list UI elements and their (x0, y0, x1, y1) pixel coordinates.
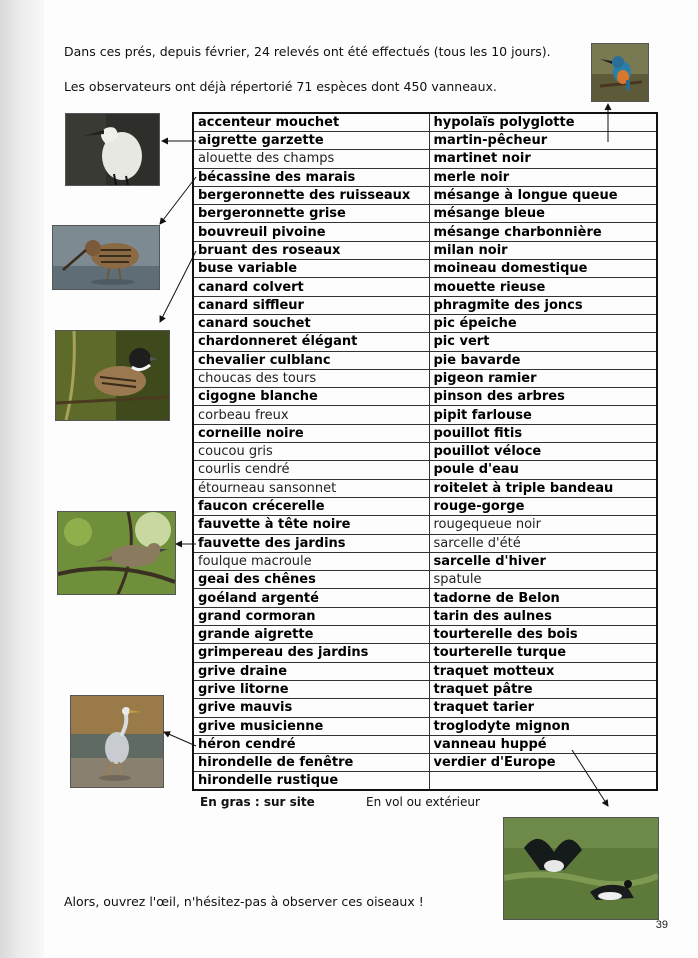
species-cell-right: tadorne de Belon (429, 589, 657, 607)
legend-bold-on-site: En gras : sur site (200, 795, 315, 809)
kingfisher-photo (591, 43, 649, 102)
species-table-body (193, 113, 657, 790)
species-cell-left: buse variable (193, 260, 429, 278)
species-cell-left: chardonneret élégant (193, 333, 429, 351)
page-binding-shadow (0, 0, 44, 958)
species-cell-right: troglodyte mignon (429, 717, 657, 735)
species-cell-right: martin-pêcheur (429, 132, 657, 150)
species-row (193, 223, 657, 241)
species-row (193, 607, 657, 625)
species-row (193, 589, 657, 607)
species-cell-right: tourterelle turque (429, 644, 657, 662)
species-cell-right: pouillot véloce (429, 443, 657, 461)
grey-heron-image (71, 696, 163, 787)
species-row (193, 534, 657, 552)
pointer-bunting (160, 251, 196, 322)
snipe-image (53, 226, 159, 289)
species-cell-left: bécassine des marais (193, 168, 429, 186)
species-row (193, 571, 657, 589)
intro-line-1: Dans ces prés, depuis février, 24 relevés ont été effectués (tous les 10 jours). (64, 44, 551, 59)
species-row (193, 241, 657, 259)
species-row (193, 351, 657, 369)
pointer-snipe (160, 177, 196, 224)
species-cell-right (429, 772, 657, 791)
garden-warbler-image (58, 512, 175, 594)
species-row (193, 662, 657, 680)
species-row (193, 424, 657, 442)
species-cell-left: alouette des champs (193, 150, 429, 168)
species-cell-left: grive mauvis (193, 699, 429, 717)
species-cell-left: courlis cendré (193, 461, 429, 479)
page-number: 39 (655, 919, 668, 931)
species-cell-left: grande aigrette (193, 626, 429, 644)
species-cell-left: canard colvert (193, 278, 429, 296)
species-cell-left: fauvette des jardins (193, 534, 429, 552)
species-cell-right: milan noir (429, 241, 657, 259)
species-cell-right: spatule (429, 571, 657, 589)
species-cell-left: grimpereau des jardins (193, 644, 429, 662)
kingfisher-image (592, 44, 648, 101)
garden-warbler-photo (57, 511, 176, 595)
species-row (193, 552, 657, 570)
species-cell-right: sarcelle d'été (429, 534, 657, 552)
species-row (193, 186, 657, 204)
legend-in-flight: En vol ou extérieur (366, 795, 480, 809)
species-cell-right: traquet tarier (429, 699, 657, 717)
species-cell-left: cigogne blanche (193, 388, 429, 406)
species-row (193, 735, 657, 753)
species-cell-left: fauvette à tête noire (193, 516, 429, 534)
species-row (193, 132, 657, 150)
egret-photo (65, 113, 160, 186)
species-row (193, 314, 657, 332)
species-cell-right: mésange à longue queue (429, 186, 657, 204)
species-row (193, 205, 657, 223)
species-cell-left: héron cendré (193, 735, 429, 753)
species-cell-right: traquet motteux (429, 662, 657, 680)
species-cell-left: canard souchet (193, 314, 429, 332)
species-cell-right: vanneau huppé (429, 735, 657, 753)
intro-line-2: Les observateurs ont déjà répertorié 71 espèces dont 450 vanneaux. (64, 79, 497, 94)
species-row (193, 296, 657, 314)
species-cell-right: sarcelle d'hiver (429, 552, 657, 570)
species-row (193, 260, 657, 278)
species-cell-right: hypolaïs polyglotte (429, 113, 657, 132)
grey-heron-photo (70, 695, 164, 788)
species-row (193, 278, 657, 296)
species-cell-right: pigeon ramier (429, 369, 657, 387)
species-row (193, 497, 657, 515)
species-row (193, 369, 657, 387)
species-row (193, 461, 657, 479)
species-cell-left: aigrette garzette (193, 132, 429, 150)
species-cell-right: tarin des aulnes (429, 607, 657, 625)
species-row (193, 754, 657, 772)
species-cell-right: rougequeue noir (429, 516, 657, 534)
egret-image (66, 114, 159, 185)
snipe-photo (52, 225, 160, 290)
species-row (193, 443, 657, 461)
species-row (193, 388, 657, 406)
species-cell-right: mésange bleue (429, 205, 657, 223)
species-cell-right: martinet noir (429, 150, 657, 168)
species-cell-left: grand cormoran (193, 607, 429, 625)
species-cell-left: bruant des roseaux (193, 241, 429, 259)
species-cell-right: verdier d'Europe (429, 754, 657, 772)
species-cell-left: chevalier culblanc (193, 351, 429, 369)
lapwing-photo (503, 817, 659, 920)
closing-sentence: Alors, ouvrez l'œil, n'hésitez-pas à observer ces oiseaux ! (64, 894, 424, 909)
species-cell-left: corneille noire (193, 424, 429, 442)
species-row (193, 168, 657, 186)
species-row (193, 717, 657, 735)
species-cell-left: corbeau freux (193, 406, 429, 424)
species-row (193, 479, 657, 497)
species-cell-left: bergeronnette des ruisseaux (193, 186, 429, 204)
species-cell-left: foulque macroule (193, 552, 429, 570)
species-cell-left: hirondelle de fenêtre (193, 754, 429, 772)
species-cell-right: pic épeiche (429, 314, 657, 332)
species-cell-left: choucas des tours (193, 369, 429, 387)
species-row (193, 333, 657, 351)
species-cell-right: pinson des arbres (429, 388, 657, 406)
species-cell-left: coucou gris (193, 443, 429, 461)
species-cell-right: pouillot fitis (429, 424, 657, 442)
species-cell-left: geai des chênes (193, 571, 429, 589)
reed-bunting-image (56, 331, 169, 420)
species-cell-left: grive draine (193, 662, 429, 680)
species-cell-right: pic vert (429, 333, 657, 351)
species-cell-right: pie bavarde (429, 351, 657, 369)
species-cell-right: rouge-gorge (429, 497, 657, 515)
species-row (193, 516, 657, 534)
species-cell-left: canard siffleur (193, 296, 429, 314)
species-row (193, 772, 657, 791)
species-cell-left: accenteur mouchet (193, 113, 429, 132)
species-cell-right: moineau domestique (429, 260, 657, 278)
species-cell-right: tourterelle des bois (429, 626, 657, 644)
species-cell-left: grive litorne (193, 680, 429, 698)
species-row (193, 150, 657, 168)
species-cell-right: pipit farlouse (429, 406, 657, 424)
species-row (193, 680, 657, 698)
species-cell-left: faucon crécerelle (193, 497, 429, 515)
species-row (193, 626, 657, 644)
lapwing-image (504, 818, 658, 919)
species-cell-left: étourneau sansonnet (193, 479, 429, 497)
species-cell-right: poule d'eau (429, 461, 657, 479)
species-cell-right: mouette rieuse (429, 278, 657, 296)
species-table (192, 112, 658, 791)
species-row (193, 644, 657, 662)
reed-bunting-photo (55, 330, 170, 421)
species-row (193, 406, 657, 424)
species-cell-left: grive musicienne (193, 717, 429, 735)
species-cell-right: traquet pâtre (429, 680, 657, 698)
species-cell-left: bouvreuil pivoine (193, 223, 429, 241)
species-cell-right: roitelet à triple bandeau (429, 479, 657, 497)
species-row (193, 113, 657, 132)
species-cell-right: mésange charbonnière (429, 223, 657, 241)
species-cell-right: merle noir (429, 168, 657, 186)
species-cell-left: bergeronnette grise (193, 205, 429, 223)
species-cell-left: hirondelle rustique (193, 772, 429, 791)
species-cell-right: phragmite des joncs (429, 296, 657, 314)
species-row (193, 699, 657, 717)
species-cell-left: goéland argenté (193, 589, 429, 607)
